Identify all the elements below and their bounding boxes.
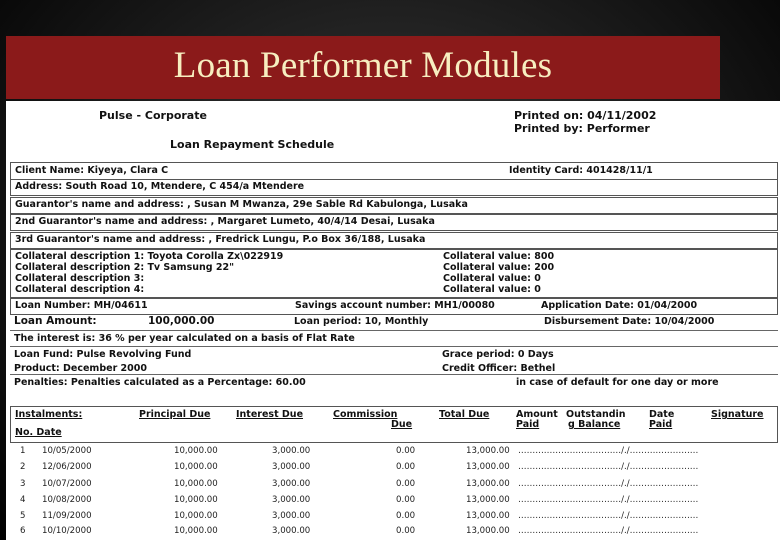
row-principal: 10,000.00: [174, 511, 218, 521]
row-total: 13,000.00: [466, 462, 510, 472]
header-date: Date: [649, 409, 675, 420]
header-total-due: Total Due: [439, 409, 490, 420]
row-total: 13,000.00: [466, 526, 510, 536]
row-commission: 0.00: [396, 446, 416, 456]
row-date: 11/09/2000: [42, 511, 92, 521]
row-commission: 0.00: [396, 511, 416, 521]
row-interest: 3,000.00: [272, 446, 311, 456]
row-total: 13,000.00: [466, 479, 510, 489]
row-principal: 10,000.00: [174, 495, 218, 505]
divider: [10, 330, 778, 331]
schedule-heading: Loan Repayment Schedule: [170, 138, 335, 151]
header-amount-paid: Paid: [516, 419, 540, 430]
row-fill-line: ………………………………/./……………………: [518, 446, 699, 456]
divider: [10, 346, 778, 347]
loan-amount-value: 100,000.00: [148, 315, 215, 327]
table-row: [6, 526, 776, 540]
header-outstanding-balance: g Balance: [568, 419, 621, 430]
row-fill-line: ………………………………/./……………………: [518, 479, 699, 489]
organization-name: Pulse - Corporate: [99, 109, 207, 122]
row-number: 5: [20, 511, 26, 521]
title-banner: [6, 36, 720, 99]
header-interest-due: Interest Due: [236, 409, 304, 420]
row-fill-line: ………………………………/./……………………: [518, 495, 699, 505]
collateral-value-2: Collateral value: 200: [443, 262, 555, 273]
row-interest: 3,000.00: [272, 462, 311, 472]
guarantor-2: 2nd Guarantor's name and address: , Margaret Lumeto, 40/4/14 Desai, Lusaka: [15, 216, 435, 227]
header-date-paid: Paid: [649, 419, 673, 430]
header-commission-due: Due: [391, 419, 413, 430]
table-row: [6, 462, 776, 476]
loan-period: Loan period: 10, Monthly: [294, 316, 429, 327]
row-number: 2: [20, 462, 26, 472]
guarantor-1: Guarantor's name and address: , Susan M Mwanza, 29e Sable Rd Kabulonga, Lusaka: [15, 199, 468, 210]
loan-number-box: [10, 298, 778, 315]
table-row: [6, 479, 776, 493]
collateral-value-1: Collateral value: 800: [443, 251, 555, 262]
default-note: in case of default for one day or more: [516, 377, 719, 388]
application-date: Application Date: 01/04/2000: [541, 300, 698, 311]
header-signature: Signature: [711, 409, 764, 420]
row-date: 12/06/2000: [42, 462, 92, 472]
row-principal: 10,000.00: [174, 446, 218, 456]
row-fill-line: ………………………………/./……………………: [518, 511, 699, 521]
table-row: [6, 446, 776, 460]
client-name: Client Name: Kiyeya, Clara C: [15, 165, 169, 176]
row-date: 10/10/2000: [42, 526, 92, 536]
divider: [10, 374, 778, 375]
row-number: 6: [20, 526, 26, 536]
row-commission: 0.00: [396, 462, 416, 472]
collateral-description-1: Collateral description 1: Toyota Corolla Zx\022919: [15, 251, 284, 262]
row-fill-line: ………………………………/./……………………: [518, 526, 699, 536]
collateral-value-3: Collateral value: 0: [443, 273, 541, 284]
guarantor1-box: [10, 197, 778, 214]
guarantor2-box: [10, 214, 778, 231]
row-commission: 0.00: [396, 479, 416, 489]
row-number: 1: [20, 446, 26, 456]
row-fill-line: ………………………………/./……………………: [518, 462, 699, 472]
collateral-value-4: Collateral value: 0: [443, 284, 541, 295]
interest-rate: The interest is: 36 % per year calculated on a basis of Flat Rate: [14, 333, 355, 344]
penalties: Penalties: Penalties calculated as a Percentage: 60.00: [14, 377, 306, 388]
row-number: 4: [20, 495, 26, 505]
table-header: [10, 406, 778, 443]
printed-on: Printed on: 04/11/2002: [514, 109, 657, 122]
row-principal: 10,000.00: [174, 462, 218, 472]
identity-card: Identity Card: 401428/11/1: [509, 165, 653, 176]
row-date: 10/07/2000: [42, 479, 92, 489]
header-amount: Amount: [516, 409, 558, 420]
header-no-date: No. Date: [15, 427, 62, 438]
loan-amount-label: Loan Amount:: [14, 315, 97, 327]
collateral-description-2: Collateral description 2: Tv Samsung 22": [15, 262, 235, 273]
printed-by: Printed by: Performer: [514, 122, 650, 135]
row-commission: 0.00: [396, 495, 416, 505]
credit-officer: Credit Officer: Bethel: [442, 363, 556, 374]
client-address: Address: South Road 10, Mtendere, C 454/a Mtendere: [15, 181, 305, 192]
row-interest: 3,000.00: [272, 495, 311, 505]
collateral-description-3: Collateral description 3:: [15, 273, 145, 284]
row-principal: 10,000.00: [174, 479, 218, 489]
product: Product: December 2000: [14, 363, 147, 374]
row-commission: 0.00: [396, 526, 416, 536]
repayment-schedule-document: [6, 101, 780, 540]
guarantor-3: 3rd Guarantor's name and address: , Fredrick Lungu, P.o Box 36/188, Lusaka: [15, 234, 426, 245]
header-installments: Instalments:: [15, 409, 83, 420]
row-number: 3: [20, 479, 26, 489]
row-total: 13,000.00: [466, 511, 510, 521]
row-total: 13,000.00: [466, 446, 510, 456]
savings-account: Savings account number: MH1/00080: [295, 300, 495, 311]
header-principal-due: Principal Due: [139, 409, 211, 420]
disbursement-date: Disbursement Date: 10/04/2000: [544, 316, 715, 327]
row-date: 10/05/2000: [42, 446, 92, 456]
client-box: [10, 162, 778, 180]
loan-number: Loan Number: MH/04611: [15, 300, 148, 311]
table-row: [6, 495, 776, 509]
loan-fund: Loan Fund: Pulse Revolving Fund: [14, 349, 192, 360]
collateral-description-4: Collateral description 4:: [15, 284, 145, 295]
grace-period: Grace period: 0 Days: [442, 349, 554, 360]
row-date: 10/08/2000: [42, 495, 92, 505]
slide-title: Loan Performer Modules: [173, 45, 553, 86]
row-interest: 3,000.00: [272, 511, 311, 521]
row-principal: 10,000.00: [174, 526, 218, 536]
row-total: 13,000.00: [466, 495, 510, 505]
header-outstanding: Outstandin: [566, 409, 626, 420]
collateral-box: [10, 249, 778, 298]
guarantor3-box: [10, 232, 778, 249]
row-interest: 3,000.00: [272, 526, 311, 536]
table-row: [6, 511, 776, 525]
address-box: [10, 179, 778, 196]
header-commission: Commission: [333, 409, 398, 420]
row-interest: 3,000.00: [272, 479, 311, 489]
